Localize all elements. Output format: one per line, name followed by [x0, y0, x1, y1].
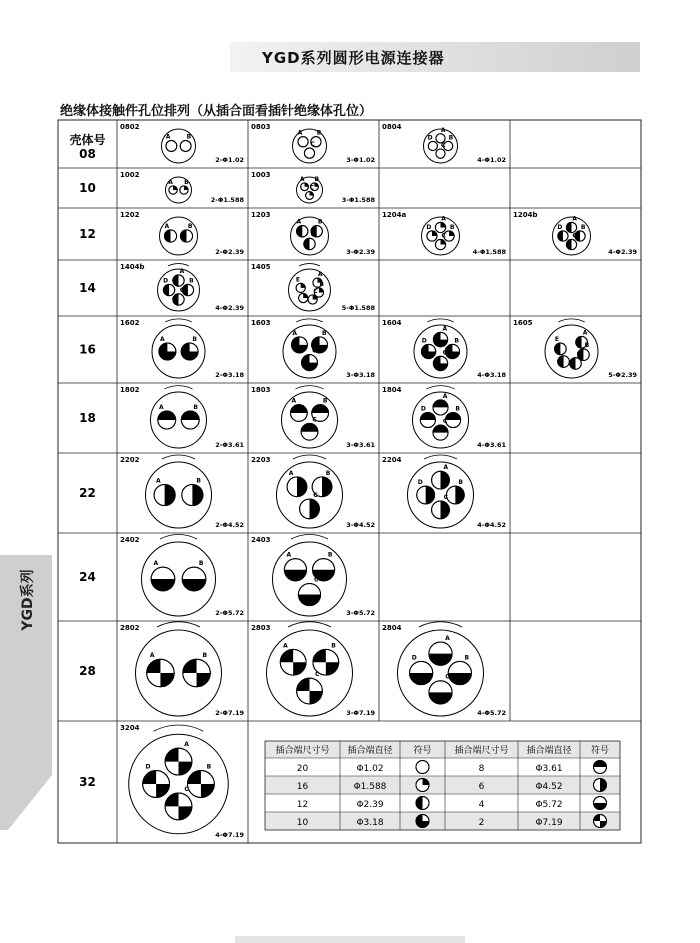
pin-letter: D — [420, 405, 426, 413]
legend-diameter: Φ3.18 — [356, 818, 384, 828]
layout-code: 1802 — [120, 386, 140, 394]
pin-layout-diagram — [424, 127, 458, 163]
pin-layout-diagram — [282, 386, 338, 448]
pin-letter: C — [312, 347, 317, 355]
shell-number: 28 — [79, 664, 96, 678]
pin-letter: B — [314, 175, 320, 183]
layout-code: 2202 — [120, 456, 140, 464]
layout-code: 2402 — [120, 536, 140, 544]
pin-letter: E — [554, 336, 559, 344]
pin-letter: A — [299, 175, 305, 183]
shell-number: 16 — [79, 342, 96, 357]
legend-size: 2 — [478, 818, 485, 828]
legend-header: 符号 — [413, 746, 432, 756]
shell-number: 24 — [79, 570, 96, 584]
pin-letter: C — [309, 184, 315, 192]
pin-letter: B — [325, 469, 331, 477]
legend-size: 10 — [296, 818, 309, 828]
pin-layout-diagram — [267, 622, 353, 716]
layout-spec: 5-Φ1.588 — [341, 304, 375, 312]
pin-layout-diagram — [398, 622, 484, 716]
layout-spec: 4-Φ5.72 — [477, 709, 506, 717]
pin-letter: A — [153, 560, 159, 568]
layout-spec: 4-Φ3.18 — [477, 371, 506, 379]
pin-layout-diagram — [297, 176, 323, 203]
shell-number: 12 — [79, 227, 96, 241]
pin-letter: D — [427, 134, 433, 142]
pin-letter: B — [455, 405, 460, 413]
pin-letter: D — [421, 337, 427, 345]
pin-layout-diagram — [162, 129, 196, 163]
pin-letter: A — [159, 404, 164, 412]
pin-letter: B — [198, 560, 204, 568]
pin-letter: C — [312, 416, 317, 424]
pin-layout-diagram — [158, 264, 200, 311]
layout-code: 1605 — [513, 319, 533, 327]
pin-layout-diagram — [553, 215, 591, 255]
pin-letter: E — [295, 276, 300, 284]
legend-diameter: Φ1.02 — [356, 764, 384, 774]
layout-spec: 3-Φ1.588 — [341, 196, 375, 204]
layout-code: 2403 — [251, 536, 271, 544]
pin-layout-diagram — [414, 319, 467, 378]
legend-size: 8 — [478, 764, 485, 774]
layout-code: 1405 — [251, 263, 271, 271]
legend-diameter: Φ5.72 — [535, 800, 563, 810]
pin-letter: C — [441, 232, 446, 240]
pin-layout-diagram — [146, 455, 212, 528]
layout-spec: 4-Φ3.61 — [477, 441, 506, 449]
layout-spec: 3-Φ5.72 — [346, 609, 375, 617]
legend-diameter: Φ3.61 — [535, 764, 563, 774]
page-title: YGD系列圆形电源连接器 — [262, 49, 445, 67]
pin-layout-diagram — [160, 217, 198, 255]
layout-code: 1603 — [251, 319, 271, 327]
layout-code: 2803 — [251, 624, 271, 632]
pin-letter: B — [202, 652, 208, 660]
pin-letter: C — [313, 491, 318, 499]
layout-spec: 4-Φ2.39 — [608, 248, 637, 256]
pin-letter: B — [317, 218, 323, 226]
layout-code: 0803 — [251, 123, 271, 131]
layout-spec: 2-Φ1.588 — [210, 196, 244, 204]
layout-spec: 4-Φ1.02 — [477, 156, 506, 164]
pin-letter: B — [327, 551, 333, 559]
pin-letter: A — [159, 336, 165, 344]
pin-letter: A — [149, 652, 155, 660]
legend-symbol — [594, 797, 607, 810]
shell-number: 18 — [79, 411, 96, 425]
pin-layout-diagram — [545, 319, 598, 378]
pin-letter: A — [155, 477, 161, 485]
pin-letter: A — [283, 642, 288, 650]
shell-number: 22 — [79, 486, 96, 500]
pin-letter: A — [296, 218, 302, 226]
pin-letter: B — [458, 479, 463, 487]
pin-letter: B — [322, 329, 327, 337]
layout-spec: 3-Φ2.39 — [346, 248, 375, 256]
pin-layout-diagram — [136, 622, 222, 716]
layout-code: 3204 — [120, 724, 140, 732]
layout-spec: 2-Φ3.18 — [215, 371, 244, 379]
pin-letter: B — [454, 337, 460, 345]
layout-spec: 4-Φ7.19 — [215, 831, 244, 839]
legend-header: 插合端尺寸号 — [275, 746, 330, 756]
pin-letter: D — [145, 763, 151, 771]
layout-code: 2802 — [120, 624, 140, 632]
layout-spec: 3-Φ4.52 — [346, 521, 375, 529]
layout-spec: 2-Φ2.39 — [215, 248, 244, 256]
layout-spec: 2-Φ1.02 — [215, 156, 244, 164]
layout-spec: 3-Φ7.19 — [346, 709, 375, 717]
legend-size: 16 — [296, 782, 309, 792]
legend-symbol — [416, 815, 429, 828]
legend-header: 符号 — [590, 746, 610, 756]
pin-letter: A — [297, 129, 303, 137]
pin-letter: D — [417, 479, 423, 487]
legend-header: 插合端尺寸号 — [454, 746, 509, 756]
pin-letter: D — [411, 654, 417, 662]
layout-spec: 3-Φ1.02 — [346, 156, 375, 164]
layout-code: 1404b — [120, 263, 145, 271]
layout-code: 1602 — [120, 319, 140, 327]
pin-letter: B — [186, 133, 192, 141]
pin-letter: A — [168, 178, 173, 186]
pin-letter: C — [179, 286, 185, 294]
pin-letter: C — [310, 141, 315, 149]
legend-diameter: Φ2.39 — [356, 800, 384, 810]
pin-layout-diagram — [151, 386, 207, 448]
pin-letter: D — [163, 277, 169, 285]
pin-layout-diagram — [289, 264, 331, 311]
layout-spec: 2-Φ4.52 — [215, 521, 244, 529]
section-title: 绝缘体接触件孔位排列（从插合面看插针绝缘体孔位） — [60, 104, 373, 119]
side-tab-label: YGD系列 — [20, 569, 36, 631]
pin-layout-diagram — [291, 217, 329, 255]
pin-letter: B — [189, 277, 194, 285]
legend-header: 插合端直径 — [526, 746, 572, 756]
layout-code: 1204b — [513, 211, 538, 219]
pin-letter: C — [442, 349, 447, 357]
layout-code: 0802 — [120, 123, 140, 131]
layout-code: 1002 — [120, 171, 140, 179]
layout-spec: 4-Φ1.588 — [472, 248, 506, 256]
layout-spec: 4-Φ4.52 — [477, 521, 506, 529]
pin-letter: B — [580, 223, 586, 231]
legend-size: 4 — [478, 800, 485, 810]
pin-letter: B — [449, 223, 455, 231]
layout-spec: 2-Φ3.61 — [215, 441, 244, 449]
pin-letter: A — [288, 469, 294, 477]
pin-letter: C — [442, 418, 448, 426]
pin-letter: C — [445, 673, 450, 681]
pin-letter: B — [331, 642, 336, 650]
legend-diameter: Φ7.19 — [535, 818, 563, 828]
pin-letter: B — [187, 222, 193, 230]
shell-number: 08 — [79, 147, 96, 161]
pin-letter: C — [184, 785, 189, 793]
pin-letter: C — [313, 287, 318, 295]
pin-letter: C — [572, 232, 577, 240]
pin-layout-diagram — [142, 534, 216, 616]
pin-letter: A — [572, 215, 577, 223]
legend-symbol — [416, 761, 429, 774]
layout-code: 1202 — [120, 211, 140, 219]
pin-letter: A — [165, 133, 171, 141]
shell-number: 14 — [79, 281, 96, 295]
layout-code: 1003 — [251, 171, 271, 179]
pin-letter: A — [179, 267, 185, 275]
pin-letter: B — [448, 134, 454, 142]
layout-spec: 4-Φ2.39 — [215, 304, 244, 312]
pin-letter: A — [291, 397, 297, 405]
pin-letter: A — [292, 329, 297, 337]
pin-letter: B — [322, 397, 328, 405]
pin-layout-diagram — [293, 129, 327, 163]
legend-size: 20 — [296, 764, 309, 774]
layout-code: 1203 — [251, 211, 271, 219]
pin-letter: A — [184, 741, 189, 749]
pin-layout-diagram — [283, 319, 336, 378]
pin-layout-diagram — [129, 725, 229, 834]
pin-layout-diagram — [166, 177, 192, 203]
shell-number: 32 — [79, 775, 96, 789]
pin-letter: C — [310, 231, 316, 239]
layout-code: 2804 — [382, 624, 402, 632]
pin-layout-diagram — [277, 455, 343, 528]
pin-letter: A — [445, 635, 450, 643]
layout-spec: 5-Φ2.39 — [608, 371, 637, 379]
pin-letter: B — [464, 654, 470, 662]
pin-layout-diagram — [408, 455, 474, 528]
legend-symbol — [594, 779, 607, 792]
pin-layout-diagram — [273, 534, 347, 616]
pin-letter: A — [440, 126, 446, 134]
layout-code: 1804 — [382, 386, 402, 394]
layout-code: 2204 — [382, 456, 402, 464]
legend-symbol — [416, 779, 429, 792]
pin-letter: C — [443, 493, 449, 501]
layout-spec: 3-Φ3.61 — [346, 441, 375, 449]
pin-letter: A — [442, 392, 448, 400]
pin-letter: A — [441, 215, 446, 223]
layout-code: 2203 — [251, 456, 271, 464]
layout-spec: 3-Φ3.18 — [346, 371, 375, 379]
pin-letter: B — [196, 477, 201, 485]
shell-number: 10 — [79, 181, 96, 195]
legend-symbol — [594, 815, 607, 828]
pin-letter: B — [192, 336, 198, 344]
pin-letter: B — [584, 341, 590, 349]
layout-code: 1204a — [382, 211, 407, 219]
pin-letter: A — [582, 329, 588, 337]
layout-code: 0804 — [382, 123, 402, 131]
pin-letter: C — [576, 350, 582, 358]
legend-diameter: Φ1.588 — [353, 782, 387, 792]
pin-letter: D — [426, 223, 432, 231]
layout-spec: 2-Φ7.19 — [215, 709, 244, 717]
pin-letter: B — [319, 280, 325, 288]
pin-letter: D — [557, 223, 563, 231]
pin-layout-diagram — [152, 319, 205, 378]
layout-code: 1604 — [382, 319, 402, 327]
pin-letter: C — [441, 142, 446, 150]
legend-size: 12 — [296, 800, 309, 810]
legend-symbol — [594, 761, 607, 774]
pin-letter: C — [313, 576, 319, 584]
layout-spec: 2-Φ5.72 — [215, 609, 244, 617]
pin-letter: A — [317, 271, 323, 279]
pin-letter: B — [184, 178, 189, 186]
legend-size: 6 — [478, 782, 485, 792]
legend-diameter: Φ4.52 — [535, 782, 563, 792]
pin-letter: A — [164, 222, 170, 230]
pin-letter: B — [316, 129, 322, 137]
legend-symbol — [416, 797, 429, 810]
layout-code: 1803 — [251, 386, 271, 394]
pin-layout-diagram — [422, 215, 460, 255]
pin-letter: A — [442, 325, 448, 333]
pin-layout-diagram — [413, 386, 469, 448]
pin-letter: B — [206, 763, 212, 771]
shell-header: 壳体号 — [69, 133, 106, 147]
pin-letter: A — [443, 464, 449, 472]
pin-letter: A — [286, 551, 292, 559]
legend-header: 插合端直径 — [347, 746, 393, 756]
pin-letter: B — [193, 404, 198, 412]
pin-letter: C — [315, 671, 320, 679]
